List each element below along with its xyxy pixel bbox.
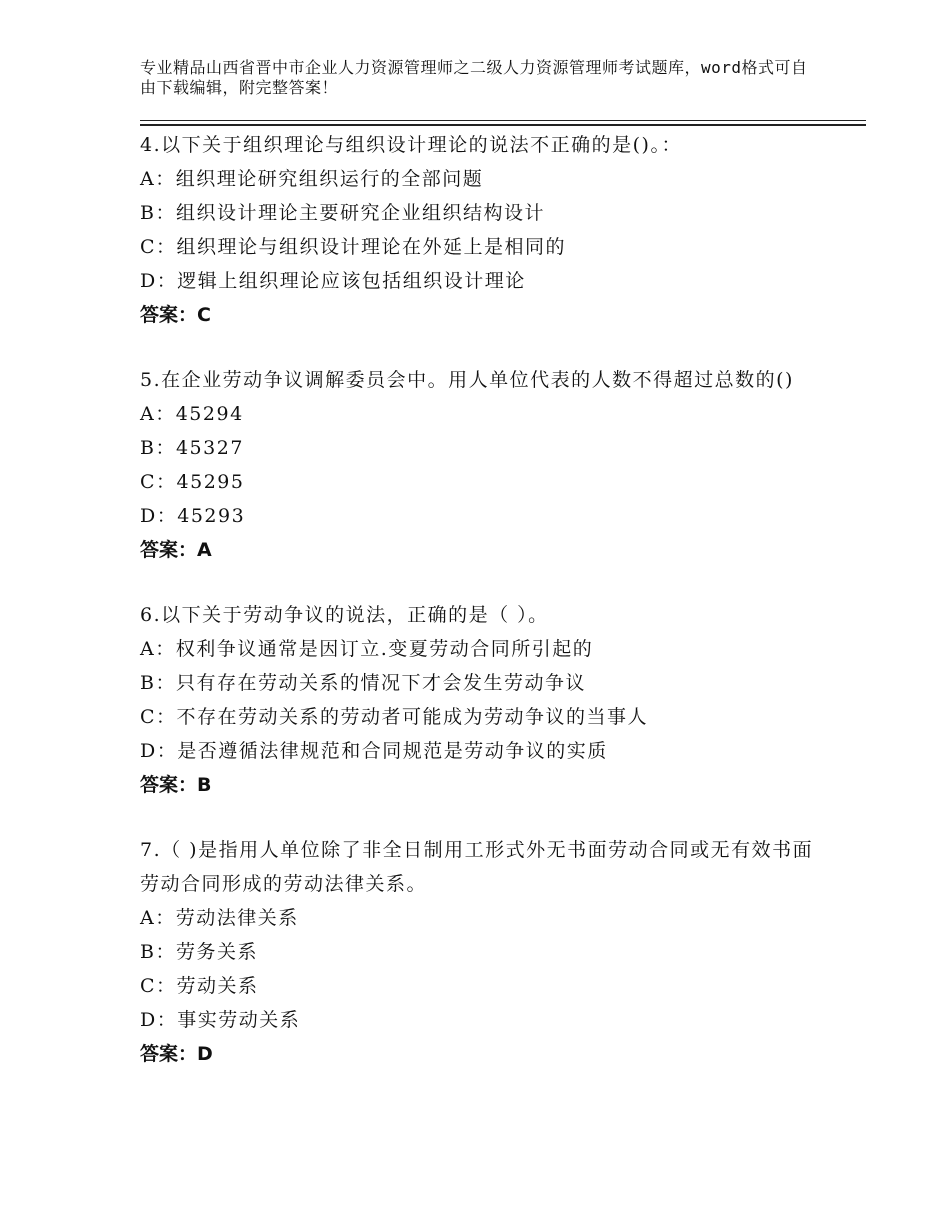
question-4: [140, 128, 820, 332]
header-divider-thin: [140, 120, 866, 121]
answer-label: 答案：B: [140, 774, 212, 796]
option-b: B：45327: [140, 437, 244, 459]
document-header: 专业精品山西省晋中市企业人力资源管理师之二级人力资源管理师考试题库，word格式可自由下载编辑，附完整答案！: [140, 58, 808, 97]
option-b: B：组织设计理论主要研究企业组织结构设计: [140, 202, 545, 224]
question-7: [140, 833, 820, 1071]
option-a: A：45294: [140, 403, 244, 425]
answer-label: 答案：D: [140, 1043, 213, 1065]
question-text: 6.以下关于劳动争议的说法，正确的是（ ）。: [140, 604, 549, 626]
option-a: A：权利争议通常是因订立.变夏劳动合同所引起的: [140, 638, 594, 660]
question-list: [140, 128, 820, 1102]
option-c: C：劳动关系: [140, 975, 259, 997]
option-a: A：组织理论研究组织运行的全部问题: [140, 168, 484, 190]
option-a: A：劳动法律关系: [140, 907, 299, 929]
option-c: C：组织理论与组织设计理论在外延上是相同的: [140, 236, 567, 258]
option-d: D：逻辑上组织理论应该包括组织设计理论: [140, 270, 526, 292]
question-text: 4.以下关于组织理论与组织设计理论的说法不正确的是()。：: [140, 134, 682, 156]
option-d: D：事实劳动关系: [140, 1009, 301, 1031]
question-text: 7.（ )是指用人单位除了非全日制用工形式外无书面劳动合同或无有效书面劳动合同形成的劳动法律关系。: [140, 839, 814, 895]
option-b: B：劳务关系: [140, 941, 258, 963]
question-text: 5.在企业劳动争议调解委员会中。用人单位代表的人数不得超过总数的(): [140, 369, 794, 391]
question-6: [140, 598, 820, 802]
answer-label: 答案：A: [140, 539, 212, 561]
question-5: [140, 363, 820, 567]
option-b: B：只有存在劳动关系的情况下才会发生劳动争议: [140, 672, 586, 694]
answer-label: 答案：C: [140, 304, 211, 326]
option-d: D：是否遵循法律规范和合同规范是劳动争议的实质: [140, 740, 608, 762]
option-d: D：45293: [140, 505, 246, 527]
option-c: C：不存在劳动关系的劳动者可能成为劳动争议的当事人: [140, 706, 649, 728]
header-divider-thick: [140, 124, 866, 126]
option-c: C：45295: [140, 471, 245, 493]
